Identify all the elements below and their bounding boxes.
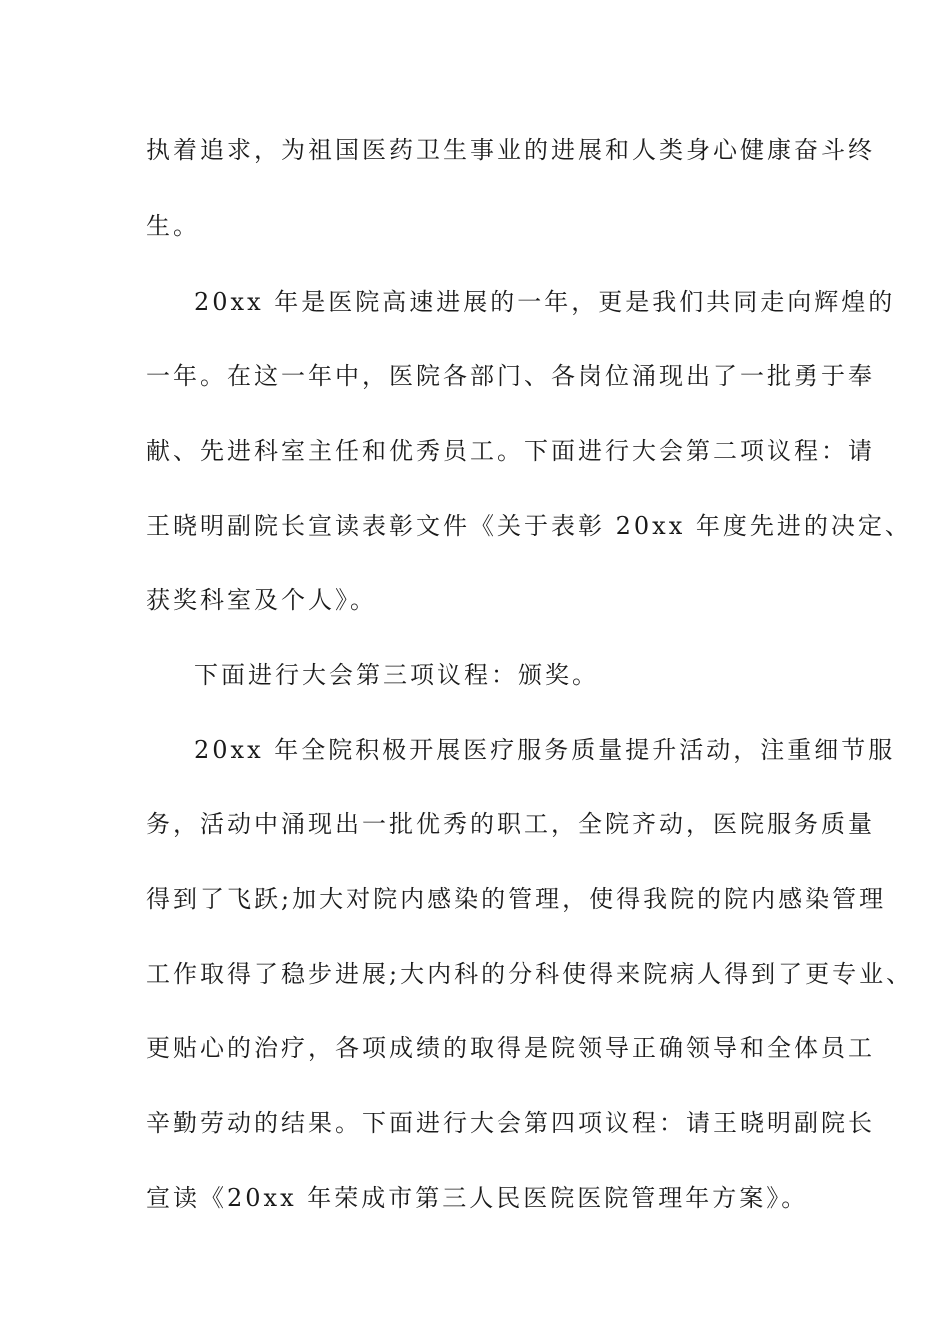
text-line: 务，活动中涌现出一批优秀的职工，全院齐动，医院服务质量	[146, 810, 875, 838]
text-line: 王晓明副院长宣读表彰文件《关于表彰 20xx 年度先进的决定、	[146, 512, 912, 540]
text-line: 得到了飞跃;加大对院内感染的管理，使得我院的院内感染管理	[146, 885, 887, 913]
text-line: 更贴心的治疗，各项成绩的取得是院领导正确领导和全体员工	[146, 1034, 875, 1062]
paragraph-start-line: 下面进行大会第三项议程：颁奖。	[194, 661, 599, 689]
text-line: 一年。在这一年中，医院各部门、各岗位涌现出了一批勇于奉	[146, 362, 875, 390]
text-line: 献、先进科室主任和优秀员工。下面进行大会第二项议程：请	[146, 437, 875, 465]
paragraph-start-line: 20xx 年是医院高速进展的一年，更是我们共同走向辉煌的	[194, 288, 896, 316]
text-line: 辛勤劳动的结果。下面进行大会第四项议程：请王晓明副院长	[146, 1109, 875, 1137]
text-line: 执着追求，为祖国医药卫生事业的进展和人类身心健康奋斗终	[146, 136, 875, 164]
paragraph-start-line: 20xx 年全院积极开展医疗服务质量提升活动，注重细节服	[194, 736, 896, 764]
text-line: 工作取得了稳步进展;大内科的分科使得来院病人得到了更专业、	[146, 960, 914, 988]
text-line: 获奖科室及个人》。	[146, 586, 377, 614]
text-line: 宣读《20xx 年荣成市第三人民医院医院管理年方案》。	[146, 1184, 809, 1212]
text-line: 生。	[146, 212, 200, 240]
